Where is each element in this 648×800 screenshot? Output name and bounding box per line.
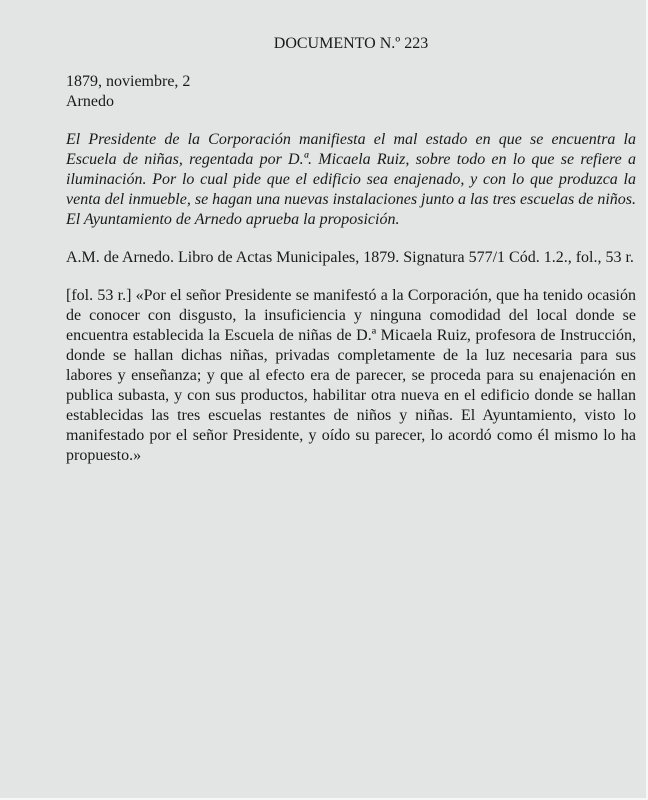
document-date: 1879, noviembre, 2 <box>66 73 191 90</box>
document-body <box>66 34 636 466</box>
document-place: Arnedo <box>66 93 114 110</box>
document-title: DOCUMENTO N.º 223 <box>273 35 429 52</box>
document-transcription: [fol. 53 r.] «Por el señor Presidente se manifestó a la Corporación, que ha tenido ocasión de conocer con disgusto, la insuficiencia y ninguna comodidad del local donde se encuentra establecida la Escuela de niñas de D.ª Micaela Ruiz, profesora de Instrucción, donde se hallan dichas niñas, privadas completamente de la luz necesaria para sus labores y enseñanza; y que al efecto era de parecer, se proceda para su enajenación en publica subasta, y con sus productos, habilitar otra nueva en el edificio donde se hallan establecidas las tres escuelas restantes de niños y niñas. El Ayuntamiento, visto lo manifestado por el señor Presidente, y oído su parecer, lo acordó como él mismo lo ha propuesto.» <box>66 287 636 464</box>
document-source: A.M. de Arnedo. Libro de Actas Municipales, 1879. Signatura 577/1 Cód. 1.2., fol., 53 r. <box>66 249 634 266</box>
document-summary: El Presidente de la Corporación manifiesta el mal estado en que se encuentra la Escuela de niñas, regentada por D.ª. Micaela Ruiz, sobre todo en lo que se refiere a iluminación. Por lo cual pide que el edificio sea enajenado, y con lo que produzca la venta del inmueble, se hagan una nuevas instalaciones junto a las tres escuelas de niños. El Ayuntamiento de Arnedo aprueba la proposición. <box>66 131 636 228</box>
